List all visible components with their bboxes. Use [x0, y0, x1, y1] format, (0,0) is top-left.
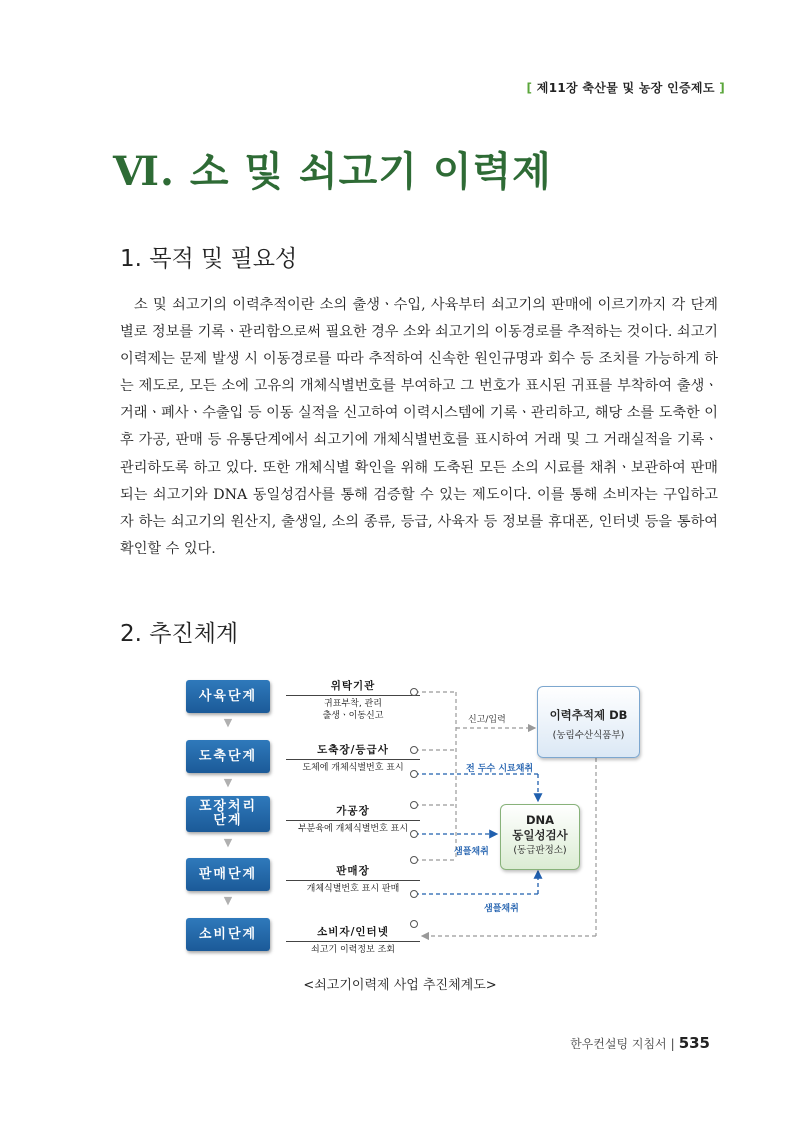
connector-dot — [410, 801, 418, 809]
section-title-system: 2. 추진체계 — [120, 621, 239, 647]
entity-name: 위탁기관 — [286, 678, 420, 696]
entity-consumer — [286, 924, 420, 956]
chapter-tag — [527, 79, 725, 96]
entity-desc: 도체에 개체식별번호 표시 — [302, 763, 404, 773]
connector-dot — [410, 770, 418, 778]
label-sample-2: 샘플채취 — [484, 904, 519, 914]
bracket-right: ] — [719, 81, 725, 95]
section-title-purpose: 1. 목적 및 필요성 — [120, 246, 298, 272]
dna-line2: 동일성검사 — [512, 828, 568, 842]
down-arrow-icon: ▼ — [223, 894, 233, 907]
entity-desc: 개체식별번호 표시 판매 — [306, 884, 400, 894]
db-subtitle: (농림수산식품부) — [552, 730, 625, 741]
stage-sales: 판매단계 — [186, 858, 270, 891]
entity-store — [286, 863, 420, 895]
dna-test-box — [500, 804, 580, 870]
chapter-title: Ⅵ. 소 및 쇠고기 이력제 — [113, 148, 552, 195]
footer-separator: | — [670, 1037, 675, 1051]
entity-consignment — [286, 678, 420, 722]
entity-name: 가공장 — [286, 803, 420, 821]
entity-name: 판매장 — [286, 863, 420, 881]
connector-dot — [410, 890, 418, 898]
down-arrow-icon: ▼ — [223, 836, 233, 849]
entity-name: 소비자/인터넷 — [286, 924, 420, 942]
dna-line1: DNA — [525, 813, 555, 827]
promotion-system-diagram — [178, 668, 628, 968]
entity-desc: 부분육에 개체식별번호 표시 — [297, 824, 409, 834]
db-title: 이력추적제 DB — [549, 708, 628, 722]
entity-desc: 쇠고기 이력정보 조회 — [311, 945, 395, 955]
dna-line3: (동급판정소) — [513, 845, 567, 856]
connector-dot — [410, 830, 418, 838]
footer-book-title: 한우컨설팅 지침서 — [570, 1037, 667, 1051]
connector-dot — [410, 688, 418, 696]
body-text — [120, 292, 718, 563]
page-footer — [570, 1034, 710, 1052]
label-sample-1: 샘플채취 — [454, 847, 489, 857]
label-report: 신고/입력 — [468, 715, 506, 725]
traceability-db-box — [537, 686, 640, 758]
stage-slaughter: 도축단계 — [186, 740, 270, 773]
entity-desc: 귀표부착, 관리 출생ㆍ이동신고 — [322, 699, 384, 721]
stage-packaging: 포장처리 단계 — [186, 796, 270, 832]
connector-dot — [410, 920, 418, 928]
diagram-caption: <쇠고기이력제 사업 추진체계도> — [303, 978, 497, 993]
page-number: 535 — [678, 1034, 710, 1052]
entity-name: 도축장/등급사 — [286, 742, 420, 760]
entity-processing-plant — [286, 803, 420, 835]
down-arrow-icon: ▼ — [223, 776, 233, 789]
down-arrow-icon: ▼ — [223, 716, 233, 729]
stage-consumption: 소비단계 — [186, 918, 270, 951]
bracket-left: [ — [526, 81, 533, 95]
connector-dot — [410, 856, 418, 864]
label-all-sample: 전 두수 시료채취 — [466, 764, 534, 774]
entity-slaughterhouse — [286, 742, 420, 774]
connector-dot — [410, 746, 418, 754]
chapter-tag-text: 제11장 축산물 및 농장 인증제도 — [536, 81, 715, 95]
body-paragraph: 소 및 쇠고기의 이력추적이란 소의 출생ㆍ수입, 사육부터 쇠고기의 판매에 이르기까지 각 단계별로 정보를 기록ㆍ관리함으로써 필요한 경우 소와 쇠고기의 이동경로를 추적하는 것이다. 쇠고기 이력제는 문제 발생 시 이동경로를 따라 추적하여 신속한 원인규명과 회수 등 조치를 가능하게 하는 제도로, 모든 소에 고유의 개체식별번호를 부여하고 그 번호가 표시된 귀표를 부착하여 출생ㆍ거래ㆍ폐사ㆍ수출입 등 이동 실적을 신고하여 이력시스템에 기록ㆍ관리하고, 해당 소를 도축한 이후 가공, 판매 등 유통단계에서 쇠고기에 개체식별번호를 표시하여 거래 및 그 거래실적을 기록ㆍ관리하도록 하고 있다. 또한 개체식별 확인을 위해 도축된 모든 소의 시료를 채취ㆍ보관하여 판매되는 쇠고기와 DNA 동일성검사를 통해 검증할 수 있는 제도이다. 이를 통해 소비자는 구입하고자 하는 쇠고기의 원산지, 출생일, 소의 종류, 등급, 사육자 등 정보를 휴대폰, 인터넷 등을 통하여 확인할 수 있다. — [120, 297, 718, 557]
stage-breeding: 사육단계 — [186, 680, 270, 713]
